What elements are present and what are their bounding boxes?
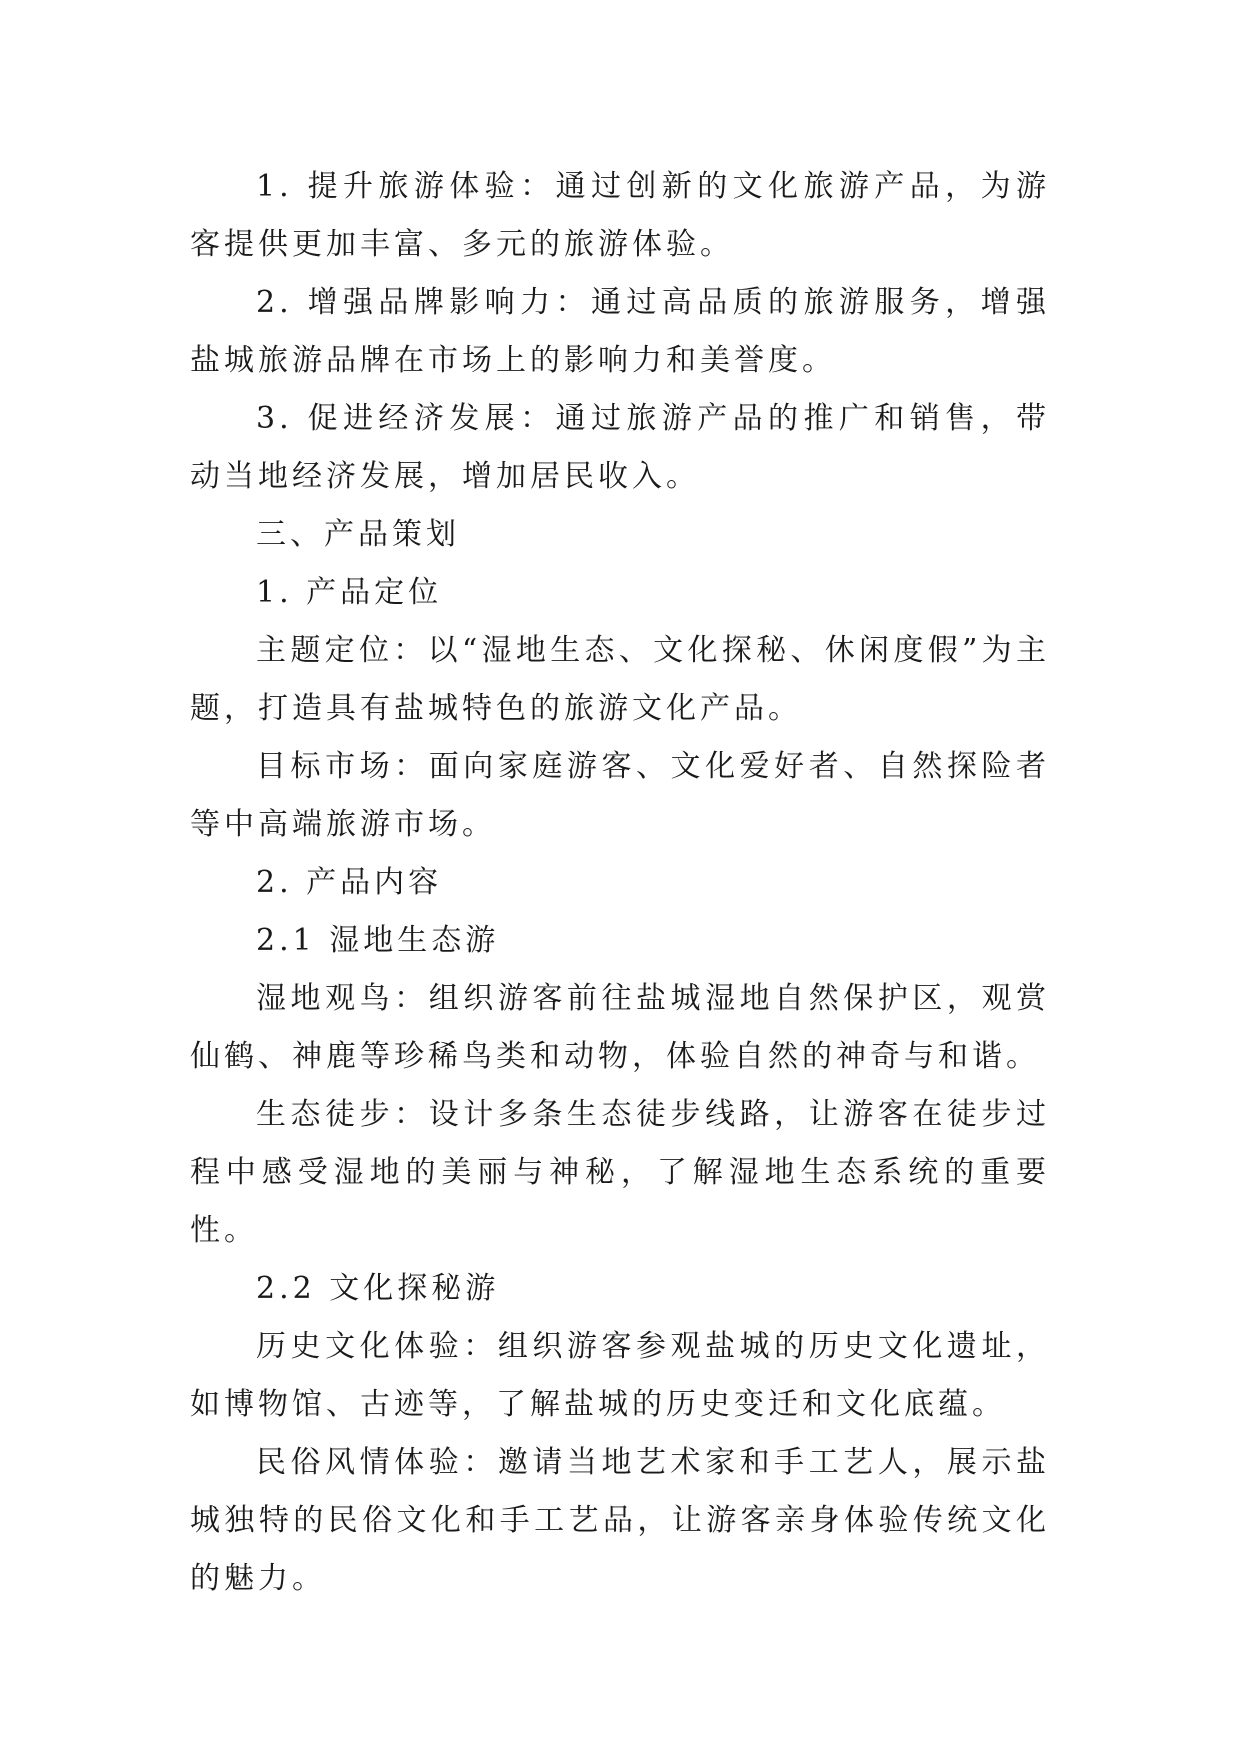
target-market-paragraph: 目标市场：面向家庭游客、文化爱好者、自然探险者等中高端旅游市场。 <box>190 749 1050 842</box>
goal-item-1: 1. 提升旅游体验：通过创新的文化旅游产品，为游客提供更加丰富、多元的旅游体验。 <box>190 169 1050 262</box>
eco-hiking-paragraph: 生态徒步：设计多条生态徒步线路，让游客在徒步过程中感受湿地的美丽与神秘，了解湿地生态系统的重要性。 <box>190 1097 1050 1248</box>
subheading-product-positioning: 1. 产品定位 <box>256 575 443 610</box>
subheading-product-content: 2. 产品内容 <box>256 865 443 900</box>
theme-positioning-paragraph: 主题定位：以“湿地生态、文化探秘、休闲度假”为主题，打造具有盐城特色的旅游文化产品。 <box>190 633 1050 726</box>
history-culture-paragraph: 历史文化体验：组织游客参观盐城的历史文化遗址，如博物馆、古迹等，了解盐城的历史变迁和文化底蕴。 <box>190 1329 1050 1422</box>
subheading-wetland-eco-tour: 2.1 湿地生态游 <box>256 923 500 958</box>
document-page <box>190 158 1050 1608</box>
goal-item-3: 3. 促进经济发展：通过旅游产品的推广和销售，带动当地经济发展，增加居民收入。 <box>190 401 1050 494</box>
folk-custom-paragraph: 民俗风情体验：邀请当地艺术家和手工艺人，展示盐城独特的民俗文化和手工艺品，让游客亲身体验传统文化的魅力。 <box>190 1445 1050 1596</box>
subheading-culture-exploration-tour: 2.2 文化探秘游 <box>256 1271 500 1306</box>
bird-watching-paragraph: 湿地观鸟：组织游客前往盐城湿地自然保护区，观赏仙鹤、神鹿等珍稀鸟类和动物，体验自然的神奇与和谐。 <box>190 981 1050 1074</box>
section-heading-product-planning: 三、产品策划 <box>256 517 460 552</box>
goal-item-2: 2. 增强品牌影响力：通过高品质的旅游服务，增强盐城旅游品牌在市场上的影响力和美誉度。 <box>190 285 1050 378</box>
